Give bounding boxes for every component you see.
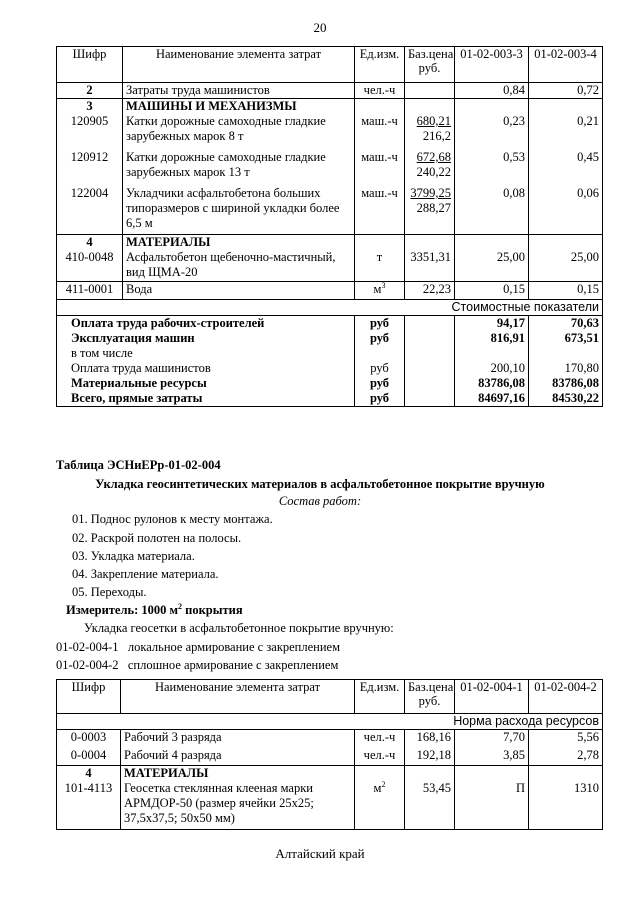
header-unit: Ед.изм.	[355, 680, 405, 714]
table-row	[57, 730, 603, 748]
intro-text: Укладка геосетки в асфальтобетонное покрытие вручную:	[84, 621, 394, 635]
price-bottom: 216,2	[422, 129, 451, 143]
unit-superscript: 2	[381, 779, 386, 789]
row-unit	[355, 282, 405, 300]
row-value-2: 0,15	[529, 282, 603, 300]
composition-heading: Состав работ:	[278, 494, 362, 508]
row-value-1: 0,53	[455, 150, 529, 186]
row-name: Укладчики асфальтобетона больших типоразмеров с шириной укладки более 6,5 м	[123, 186, 355, 234]
row-unit: т	[355, 250, 405, 282]
row-code: 0-0004	[57, 748, 121, 766]
row-code: 120912	[57, 150, 123, 186]
cost-table-01-02-003	[56, 46, 603, 407]
row-value-1: 3,85	[455, 748, 529, 766]
header-unit: Ед.изм.	[355, 47, 405, 83]
price-top: 672,68	[416, 150, 451, 164]
item-desc: локальное армирование с закреплением	[127, 640, 340, 654]
summary-name: Оплата труда машинистов	[57, 361, 355, 376]
summary-value-2: 70,63	[529, 316, 603, 332]
row-name: Рабочий 3 разряда	[121, 730, 355, 748]
summary-value-2: 170,80	[529, 361, 603, 376]
header-col-2: 01-02-003-4	[529, 47, 603, 83]
row-value-1: 25,00	[455, 250, 529, 282]
header-col-1: 01-02-004-1	[455, 680, 529, 714]
row-price	[405, 186, 455, 234]
norm-row	[57, 714, 603, 730]
unit-base: м	[373, 282, 382, 296]
row-code: 410-0048	[57, 250, 123, 282]
summary-unit	[355, 346, 405, 361]
row-code: 122004	[57, 186, 123, 234]
summary-value-2: 84530,22	[529, 391, 603, 407]
row-value-1: 7,70	[455, 730, 529, 748]
table-row	[57, 150, 603, 186]
cost-indicators-row	[57, 300, 603, 316]
row-name: Геосетка стеклянная клееная марки АРМДОР-50 (размер ячейки 25х25; 37,5х37,5; 50х50 мм)	[121, 781, 355, 829]
row-unit: чел.-ч	[355, 83, 405, 99]
header-col-2: 01-02-004-2	[529, 680, 603, 714]
work-step: 01. Поднос рулонов к месту монтажа.	[72, 512, 273, 526]
row-value-1: П	[455, 781, 529, 829]
header-price: Баз.цена руб.	[405, 680, 455, 714]
summary-name: в том числе	[57, 346, 355, 361]
table-row	[57, 748, 603, 766]
section-code: 3	[57, 99, 123, 115]
meter-prefix: Измеритель: 1000 м	[66, 603, 179, 617]
header-col-1: 01-02-003-3	[455, 47, 529, 83]
row-unit: маш.-ч	[355, 186, 405, 234]
summary-row	[57, 376, 603, 391]
row-value-2: 25,00	[529, 250, 603, 282]
header-name: Наименование элемента затрат	[121, 680, 355, 714]
row-name: Катки дорожные самоходные гладкие зарубежных марок 8 т	[123, 114, 355, 150]
row-code: 411-0001	[57, 282, 123, 300]
summary-name: Эксплуатация машин	[57, 331, 355, 346]
row-name: Рабочий 4 разряда	[121, 748, 355, 766]
row-code: 120905	[57, 114, 123, 150]
section-title: МАТЕРИАЛЫ	[121, 766, 355, 782]
table-row	[57, 83, 603, 99]
meter-suffix: покрытия	[182, 603, 243, 617]
price-top: 680,21	[416, 114, 451, 128]
summary-row	[57, 316, 603, 332]
row-name: Катки дорожные самоходные гладкие зарубежных марок 13 т	[123, 150, 355, 186]
row-price	[405, 150, 455, 186]
summary-value-2: 673,51	[529, 331, 603, 346]
work-step: 03. Укладка материала.	[72, 549, 195, 563]
table-row	[57, 250, 603, 282]
table-row	[57, 282, 603, 300]
list-item	[56, 640, 340, 655]
row-name: Вода	[123, 282, 355, 300]
row-value-2: 0,06	[529, 186, 603, 234]
row-code: 101-4113	[57, 781, 121, 829]
summary-value-1: 94,17	[455, 316, 529, 332]
section-row-materials	[57, 234, 603, 250]
work-step: 02. Раскрой полотен на полосы.	[72, 531, 242, 545]
section-title: Укладка геосинтетических материалов в асфальтобетонное покрытие вручную	[95, 477, 545, 491]
row-unit	[355, 781, 405, 829]
summary-value-1: 816,91	[455, 331, 529, 346]
price-bottom: 240,22	[416, 165, 451, 179]
section-title: МАТЕРИАЛЫ	[123, 234, 355, 250]
summary-name: Оплата труда рабочих-строителей	[57, 316, 355, 332]
summary-unit: руб	[355, 331, 405, 346]
summary-row	[57, 331, 603, 346]
row-value-1: 0,15	[455, 282, 529, 300]
table-row	[57, 186, 603, 234]
summary-value-1	[455, 346, 529, 361]
row-name: Асфальтобетон щебеночно-мастичный, вид ЩМА-20	[123, 250, 355, 282]
price-bottom: 288,27	[416, 201, 451, 215]
summary-unit: руб	[355, 391, 405, 407]
summary-value-1: 200,10	[455, 361, 529, 376]
section-row-materials	[57, 766, 603, 782]
item-code: 01-02-004-1	[56, 640, 119, 654]
item-code: 01-02-004-2	[56, 658, 119, 672]
table-row	[57, 114, 603, 150]
row-unit: чел.-ч	[355, 730, 405, 748]
row-value-1: 0,23	[455, 114, 529, 150]
summary-unit: руб	[355, 316, 405, 332]
norm-label: Норма расхода ресурсов	[57, 714, 603, 730]
meter-line	[66, 603, 243, 618]
row-price: 168,16	[405, 730, 455, 748]
row-value-2: 0,21	[529, 114, 603, 150]
summary-unit: руб	[355, 376, 405, 391]
unit-base: м	[373, 781, 382, 795]
cost-table-01-02-004	[56, 679, 603, 830]
summary-name: Всего, прямые затраты	[57, 391, 355, 407]
summary-row	[57, 346, 603, 361]
row-price	[405, 114, 455, 150]
table-row	[57, 781, 603, 829]
meter-superscript: 2	[178, 601, 183, 611]
item-desc: сплошное армирование с закреплением	[127, 658, 339, 672]
row-value-2: 0,72	[529, 83, 603, 99]
unit-superscript: 3	[381, 280, 386, 290]
header-code: Шифр	[57, 680, 121, 714]
summary-value-2: 83786,08	[529, 376, 603, 391]
row-price: 53,45	[405, 781, 455, 829]
section-code: 4	[57, 234, 123, 250]
footer-region: Алтайский край	[275, 846, 365, 861]
table-header-row	[57, 680, 603, 714]
row-unit: маш.-ч	[355, 150, 405, 186]
summary-value-1: 84697,16	[455, 391, 529, 407]
row-price: 192,18	[405, 748, 455, 766]
row-price	[405, 83, 455, 99]
work-step: 05. Переходы.	[72, 585, 147, 599]
row-code: 0-0003	[57, 730, 121, 748]
row-unit: чел.-ч	[355, 748, 405, 766]
list-item	[56, 658, 338, 673]
work-step: 04. Закрепление материала.	[72, 567, 219, 581]
row-value-2: 5,56	[529, 730, 603, 748]
row-value-2: 0,45	[529, 150, 603, 186]
header-price: Баз.цена руб.	[405, 47, 455, 83]
row-code: 2	[57, 83, 123, 99]
table-id: Таблица ЭСНиЕРр-01-02-004	[56, 458, 221, 472]
summary-value-1: 83786,08	[455, 376, 529, 391]
row-price: 22,23	[405, 282, 455, 300]
row-value-1: 0,08	[455, 186, 529, 234]
row-price: 3351,31	[405, 250, 455, 282]
summary-row	[57, 361, 603, 376]
price-top: 3799,25	[410, 186, 451, 200]
row-value-1: 0,84	[455, 83, 529, 99]
summary-row	[57, 391, 603, 407]
header-name: Наименование элемента затрат	[123, 47, 355, 83]
header-code: Шифр	[57, 47, 123, 83]
page-number: 20	[313, 20, 327, 35]
cost-indicators-label: Стоимостные показатели	[57, 300, 603, 316]
summary-value-2	[529, 346, 603, 361]
row-name: Затраты труда машинистов	[123, 83, 355, 99]
row-value-2: 1310	[529, 781, 603, 829]
summary-unit: руб	[355, 361, 405, 376]
section-title: МАШИНЫ И МЕХАНИЗМЫ	[123, 99, 355, 115]
section-code: 4	[57, 766, 121, 782]
summary-name: Материальные ресурсы	[57, 376, 355, 391]
section-row-machines	[57, 99, 603, 115]
row-value-2: 2,78	[529, 748, 603, 766]
table-header-row	[57, 47, 603, 83]
row-unit: маш.-ч	[355, 114, 405, 150]
